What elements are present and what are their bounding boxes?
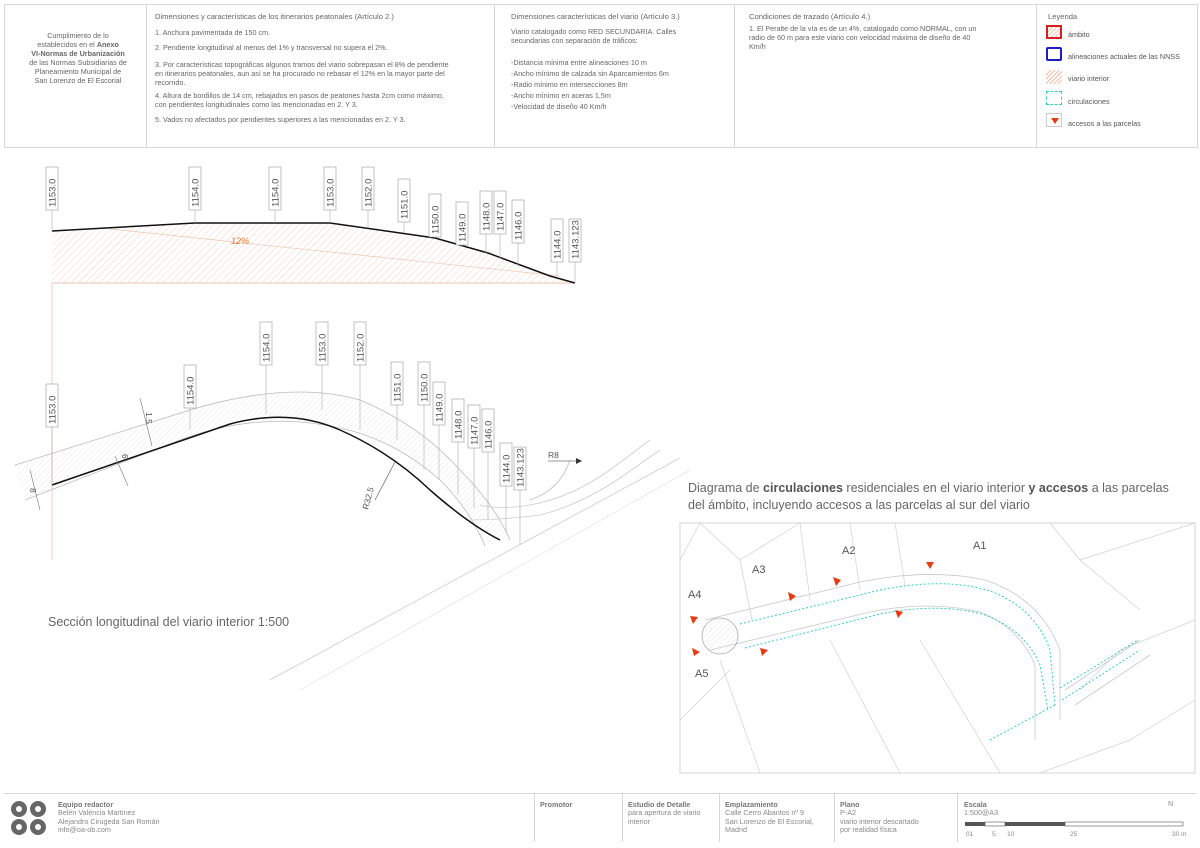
slope-label: 12% bbox=[231, 236, 250, 246]
pedestrian-item: 1. Anchura pavimentada de 150 cm. bbox=[155, 28, 271, 37]
dim-1-5: 1.5 bbox=[144, 412, 154, 424]
elevation-label: 1153.0 bbox=[317, 333, 329, 362]
diagram-title-part: Diagrama de bbox=[688, 481, 764, 495]
pedestrian-item: 2. Pendiente longitudinal al menos del 1% y transversal no supera el 2%. bbox=[155, 43, 388, 52]
parcel-a5: A5 bbox=[695, 668, 709, 680]
scale-bar bbox=[964, 820, 1188, 830]
compliance-line: Cumplimiento de lo bbox=[47, 31, 109, 40]
elevation-label: 1149.0 bbox=[434, 393, 446, 422]
elevation-label: 1153.0 bbox=[325, 178, 337, 207]
diagram-title-part: a las parcelas bbox=[1088, 481, 1169, 495]
compliance-line: establecidos en el bbox=[37, 40, 95, 49]
scale-tick: 01 bbox=[966, 831, 974, 838]
compliance-bold: VI-Normas de Urbanización bbox=[31, 49, 125, 58]
plan-label: Plano bbox=[840, 800, 860, 809]
road-plan bbox=[15, 392, 690, 690]
plan-value: P-A2 viario interior descartado por realidad física bbox=[840, 808, 919, 835]
compliance-line: Planeamiento Municipal de bbox=[34, 67, 122, 76]
road-intro: Viario catalogado como RED SECUNDARIA. Calles secundarias con separación de tráficos: bbox=[511, 27, 677, 45]
scale-tick: 25 bbox=[1070, 831, 1078, 838]
elevation-label: 1149.0 bbox=[457, 213, 469, 242]
promotor-label: Promotor bbox=[540, 800, 573, 809]
parcel-a1: A1 bbox=[973, 540, 987, 552]
scale-tick: 30 m bbox=[1172, 831, 1187, 838]
scale-tick: 5 bbox=[992, 831, 996, 838]
elevation-label: 1150.0 bbox=[430, 205, 442, 234]
diagram-title-bold: y accesos bbox=[1028, 481, 1089, 495]
legend-label: circulaciones bbox=[1068, 97, 1110, 106]
layout-title: Condiciones de trazado (Artículo 4.) bbox=[749, 12, 871, 21]
site-value: Calle Cerro Abantos nº 9 San Lorenzo de El Escorial, Madrid bbox=[725, 808, 814, 835]
elevation-label: 1148.0 bbox=[453, 410, 465, 439]
pedestrian-title: Dimensiones y características de los itinerarios peatonales (Artículo 2.) bbox=[155, 12, 394, 21]
logo-icon bbox=[10, 800, 50, 836]
elevation-label: 1150.0 bbox=[419, 373, 431, 402]
elevation-label: 1143.123 bbox=[570, 220, 582, 259]
pedestrian-item: 3. Por características topográficas algunos tramos del viario sobrepasan el 8% de pendiente en itinerarios peatonales, aun así se ha procurado no rebasar el 12% en la mayor parte del recorrido. bbox=[155, 60, 449, 87]
road-title: Dimensiones características del viario (Artículo 3.) bbox=[511, 12, 680, 21]
longitudinal-profile bbox=[52, 223, 575, 560]
legend-title: Leyenda bbox=[1048, 12, 1078, 21]
road-item: -Radio mínimo en intersecciones 8m bbox=[511, 80, 628, 89]
compliance-line: de las Normas Subsidiarias de bbox=[29, 58, 127, 67]
site-label: Emplazamiento bbox=[725, 800, 778, 809]
compliance-line: San Lorenzo de El Escorial bbox=[34, 76, 122, 85]
road-item: -Velocidad de diseño 40 Km/h bbox=[511, 102, 607, 111]
scale-label: Escala bbox=[964, 800, 987, 809]
elevation-label: 1154.0 bbox=[185, 376, 197, 405]
elevation-label: 1151.0 bbox=[399, 190, 411, 219]
study-value: para apertura de viario interior bbox=[628, 808, 701, 826]
elevation-label: 1147.0 bbox=[495, 202, 507, 231]
compliance-bold: Anexo bbox=[96, 40, 119, 49]
north-label: N bbox=[1168, 799, 1174, 808]
scale-tick: 10 bbox=[1007, 831, 1015, 838]
elevation-label: 1151.0 bbox=[392, 373, 404, 402]
elevation-label: 1143.123 bbox=[515, 448, 527, 487]
elevation-label: 1153.0 bbox=[47, 395, 59, 424]
elevation-label: 1148.0 bbox=[481, 202, 493, 231]
elevation-label: 1152.0 bbox=[355, 333, 367, 362]
team-value: Belén Valencia Martínez Alejandro Cirugeda San Román info@oa-ob.com bbox=[58, 808, 160, 835]
diagram-title-part: residenciales en el viario interior bbox=[842, 481, 1029, 495]
elevation-label: 1154.0 bbox=[261, 333, 273, 362]
diagram-title-bold: circulaciones bbox=[763, 481, 843, 495]
dim-8: 8 bbox=[28, 488, 38, 493]
elevation-label: 1154.0 bbox=[190, 178, 202, 207]
elevation-label: 1153.0 bbox=[47, 178, 59, 207]
title-block bbox=[4, 793, 1196, 842]
elevation-label: 1146.0 bbox=[483, 420, 495, 449]
r8-label: R8 bbox=[548, 450, 559, 460]
elevation-label: 1144.0 bbox=[552, 230, 564, 259]
layout-text: 1. El Peralte de la vía es de un 4%, catalogado como NORMAL, con un radio de 60 m para este viario con velocidad máxima de diseño de 40 Km/h bbox=[749, 24, 977, 51]
diagram-title-line2: del ámbito, incluyendo accesos a las parcelas al sur del viario bbox=[688, 498, 1030, 512]
pedestrian-item: 5. Vados no afectados por pendientes superiores a las mencionadas en 2. Y 3. bbox=[155, 115, 406, 124]
study-label: Estudio de Detalle bbox=[628, 800, 691, 809]
legend-label: alineaciones actuales de las NNSS bbox=[1068, 52, 1180, 61]
parcel-a4: A4 bbox=[688, 589, 702, 601]
circulation-diagram bbox=[680, 523, 1195, 773]
elevation-label: 1154.0 bbox=[270, 178, 282, 207]
team-label: Equipo redactor bbox=[58, 800, 114, 809]
dim-6: 6 bbox=[120, 454, 130, 459]
legend-label: accesos a las parcelas bbox=[1068, 119, 1141, 128]
road-item: -Ancho mínimo de calzada sin Aparcamientos 6m bbox=[511, 69, 669, 78]
elevation-label: 1152.0 bbox=[363, 178, 375, 207]
diagram-title bbox=[688, 480, 1169, 514]
parcel-a3: A3 bbox=[752, 564, 766, 576]
scale-value: 1:500@A3 bbox=[964, 808, 999, 817]
elevation-label: 1147.0 bbox=[469, 416, 481, 445]
radius-label: R32.5 bbox=[360, 486, 376, 511]
section-title: Sección longitudinal del viario interior 1:500 bbox=[48, 615, 290, 629]
pedestrian-item: 4. Altura de bordillos de 14 cm, rebajados en pasos de peatones hasta 2cm como máximo, con pendientes longitudinales como las mencionadas en 2. Y 3. bbox=[155, 91, 444, 109]
elevation-label: 1146.0 bbox=[513, 211, 525, 240]
parcel-a2: A2 bbox=[842, 545, 856, 557]
legend-label: ámbito bbox=[1068, 30, 1090, 39]
elevation-label: 1144.0 bbox=[501, 454, 513, 483]
legend-label: viario interior bbox=[1068, 74, 1110, 83]
road-item: -Ancho mínimo en aceras 1,5m bbox=[511, 91, 611, 100]
road-item: -Distancia mínima entre alineaciones 10 m bbox=[511, 58, 647, 67]
